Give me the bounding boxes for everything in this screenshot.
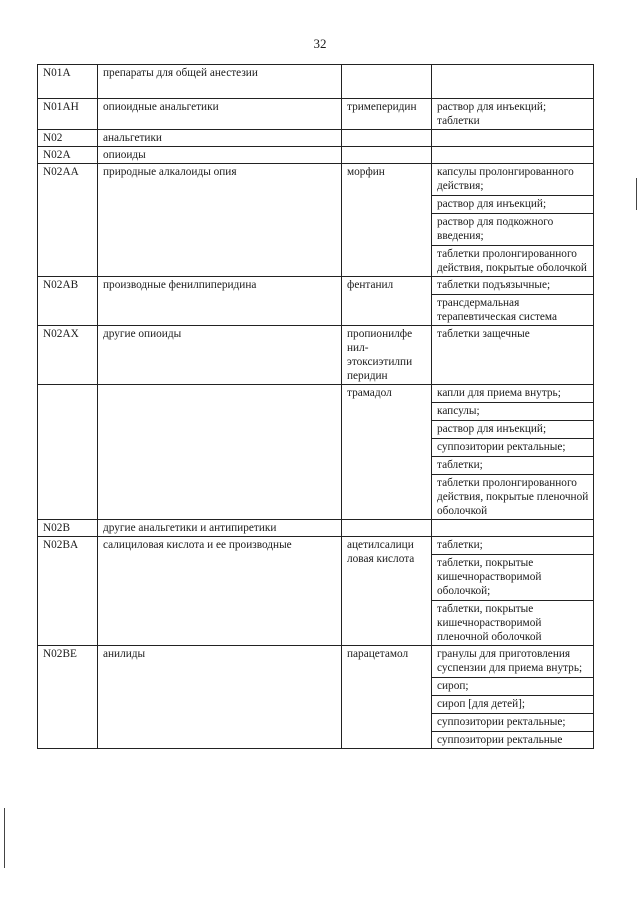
atc-code-cell: N02AB — [38, 277, 98, 326]
inn-cell: фентанил — [342, 277, 432, 326]
table-row — [38, 164, 594, 277]
group-name-cell: опиоидные анальгетики — [98, 99, 342, 130]
table-row — [38, 99, 594, 130]
dosage-form-item: раствор для инъекций; — [432, 195, 593, 211]
dosage-form-cell — [432, 385, 594, 520]
inn-cell: парацетамол — [342, 646, 432, 749]
dosage-form-item: таблетки, покрытые кишечнорастворимой оболочкой; — [432, 554, 593, 598]
inn-cell — [342, 520, 432, 537]
dosage-form-item: раствор для инъекций; таблетки — [437, 101, 547, 127]
atc-code-cell: N01AH — [38, 99, 98, 130]
table-row — [38, 385, 594, 520]
dosage-form-cell — [432, 130, 594, 147]
page-number: 32 — [313, 36, 327, 51]
atc-code-cell: N02BE — [38, 646, 98, 749]
dosage-form-item: таблетки пролонгированного действия, покрытые оболочкой — [432, 245, 593, 275]
inn-cell: пропионилфе нил-этоксиэтилпи перидин — [342, 326, 432, 385]
atc-code-cell: N01A — [38, 65, 98, 99]
dosage-form-item: таблетки; — [437, 539, 483, 551]
dosage-form-item: гранулы для приготовления суспензии для приема внутрь; — [437, 648, 583, 674]
group-name-cell: опиоиды — [98, 147, 342, 164]
inn-cell: морфин — [342, 164, 432, 277]
dosage-form-cell — [432, 326, 594, 385]
group-name-cell: природные алкалоиды опия — [98, 164, 342, 277]
dosage-form-cell — [432, 520, 594, 537]
dosage-form-item: таблетки защечные — [437, 328, 530, 340]
table-row — [38, 537, 594, 646]
dosage-form-item: таблетки; — [432, 456, 593, 472]
group-name-cell: салициловая кислота и ее производные — [98, 537, 342, 646]
table-row — [38, 277, 594, 326]
group-name-cell: другие анальгетики и антипиретики — [98, 520, 342, 537]
group-name-cell: производные фенилпиперидина — [98, 277, 342, 326]
scan-edge-mark — [636, 178, 637, 210]
dosage-form-item: суппозитории ректальные; — [432, 713, 593, 729]
dosage-form-cell — [432, 147, 594, 164]
table-row — [38, 520, 594, 537]
dosage-form-cell — [432, 646, 594, 749]
table-row — [38, 326, 594, 385]
dosage-form-cell — [432, 164, 594, 277]
scan-edge-mark — [4, 808, 5, 868]
dosage-form-item: раствор для инъекций; — [432, 420, 593, 436]
atc-code-cell: N02BA — [38, 537, 98, 646]
dosage-form-item: сироп [для детей]; — [432, 695, 593, 711]
group-name-cell: препараты для общей анестезии — [98, 65, 342, 99]
inn-cell — [342, 147, 432, 164]
atc-code-cell: N02 — [38, 130, 98, 147]
inn-cell — [342, 130, 432, 147]
dosage-form-cell — [432, 277, 594, 326]
dosage-form-item: таблетки, покрытые кишечнорастворимой пленочной оболочкой — [432, 600, 593, 644]
atc-code-cell: N02B — [38, 520, 98, 537]
inn-cell: трамадол — [342, 385, 432, 520]
dosage-form-cell — [432, 65, 594, 99]
table-row — [38, 147, 594, 164]
dosage-form-item: капсулы пролонгированного действия; — [437, 166, 574, 192]
inn-cell: ацетилсалици ловая кислота — [342, 537, 432, 646]
atc-code-cell: N02AA — [38, 164, 98, 277]
dosage-form-item: капсулы; — [432, 402, 593, 418]
dosage-form-item: таблетки подъязычные; — [437, 279, 551, 291]
table-row — [38, 646, 594, 749]
atc-drug-table — [37, 64, 594, 749]
table-row — [38, 65, 594, 99]
atc-code-cell: N02A — [38, 147, 98, 164]
dosage-form-item: капли для приема внутрь; — [437, 387, 561, 399]
group-name-cell: анальгетики — [98, 130, 342, 147]
atc-code-cell — [38, 385, 98, 520]
group-name-cell: другие опиоиды — [98, 326, 342, 385]
dosage-form-item: таблетки пролонгированного действия, покрытые пленочной оболочкой — [432, 474, 593, 518]
dosage-form-item: суппозитории ректальные — [432, 731, 593, 747]
inn-cell: тримеперидин — [342, 99, 432, 130]
dosage-form-item: сироп; — [432, 677, 593, 693]
table-row — [38, 130, 594, 147]
atc-code-cell: N02AX — [38, 326, 98, 385]
dosage-form-cell — [432, 99, 594, 130]
dosage-form-cell — [432, 537, 594, 646]
group-name-cell — [98, 385, 342, 520]
dosage-form-item: суппозитории ректальные; — [432, 438, 593, 454]
inn-cell — [342, 65, 432, 99]
dosage-form-item: раствор для подкожного введения; — [432, 213, 593, 243]
dosage-form-item: трансдермальная терапевтическая система — [432, 294, 593, 324]
group-name-cell: анилиды — [98, 646, 342, 749]
